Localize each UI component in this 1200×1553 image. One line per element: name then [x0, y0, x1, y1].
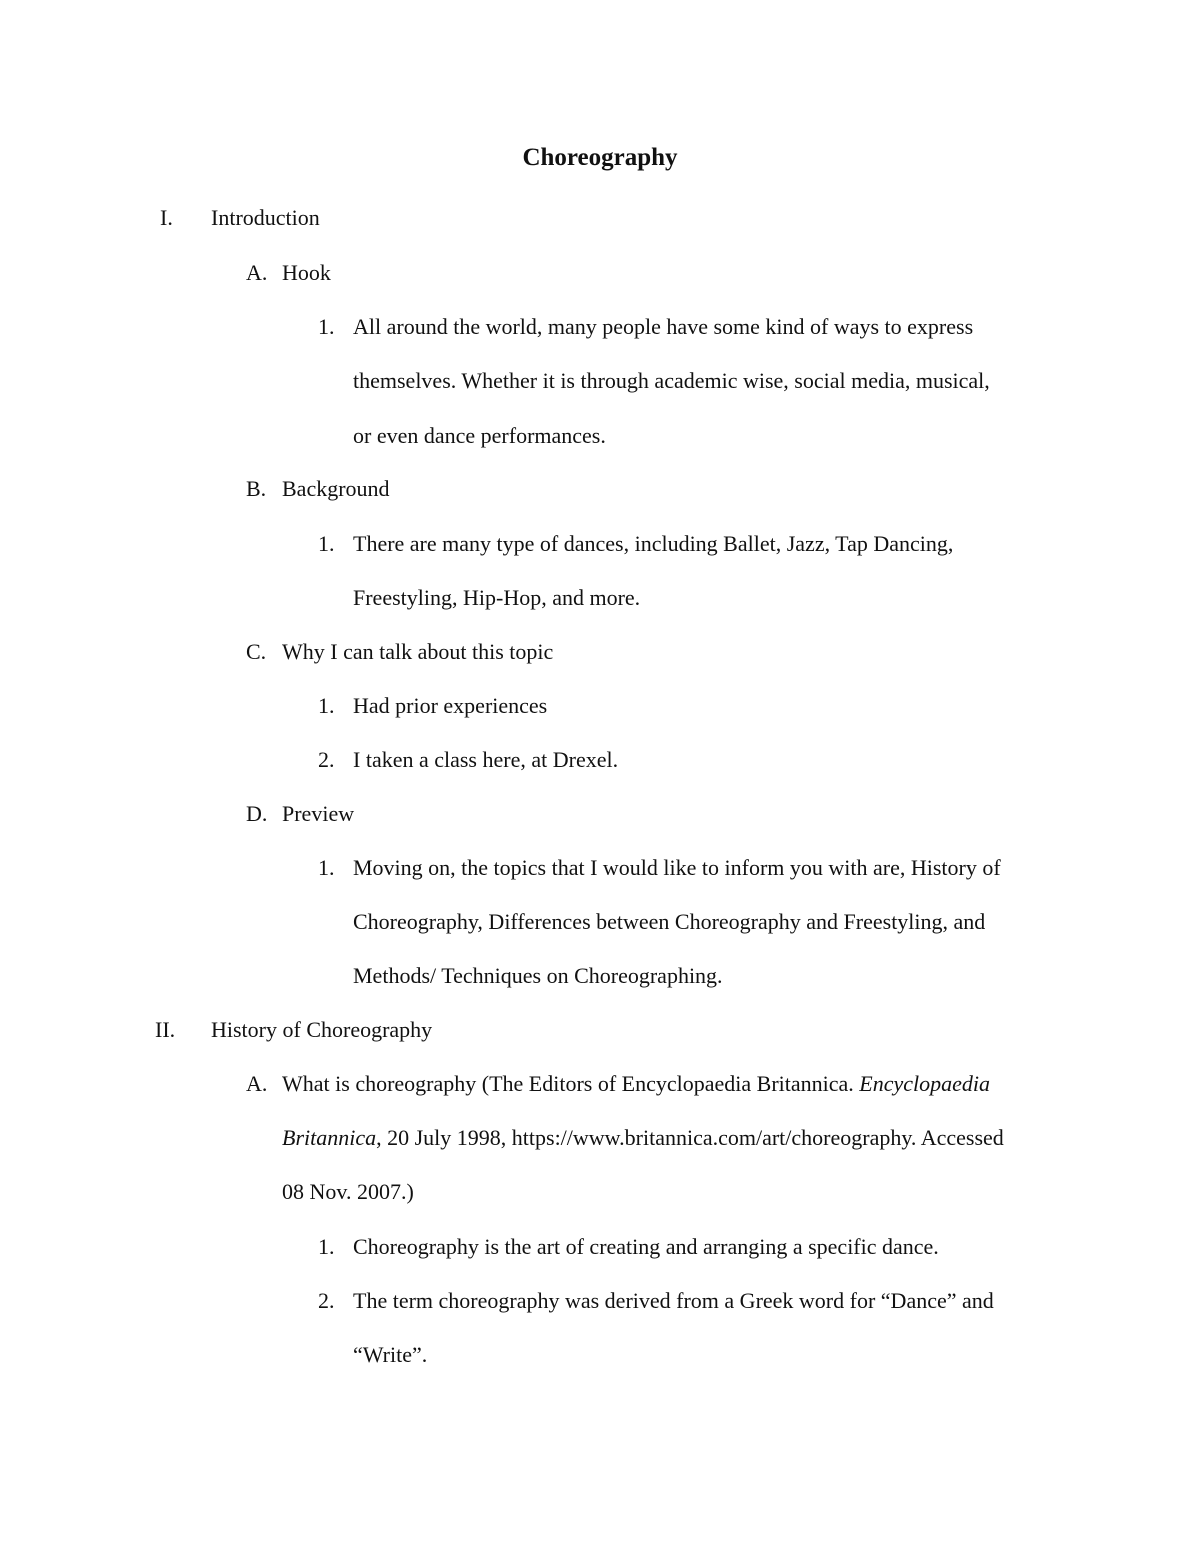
subsection-letter: B. — [246, 476, 267, 501]
item-number: 1. — [318, 855, 335, 880]
item-number: 2. — [318, 1288, 335, 1313]
page-title: Choreography — [522, 144, 678, 171]
item-text-line: Freestyling, Hip-Hop, and more. — [353, 585, 641, 610]
item-text-line: themselves. Whether it is through academic wise, social media, musical, — [353, 368, 990, 393]
subsection-letter: C. — [246, 639, 267, 664]
item-text-line: Moving on, the topics that I would like to inform you with are, History of — [353, 855, 1001, 880]
item-text-line: All around the world, many people have some kind of ways to express — [353, 314, 974, 339]
section-heading: Introduction — [211, 205, 320, 230]
item-text-line: “Write”. — [353, 1342, 428, 1367]
section-heading: History of Choreography — [211, 1017, 433, 1042]
item-number: 2. — [318, 747, 335, 772]
heading-text: What is choreography (The Editors of Encyclopaedia Britannica. — [282, 1071, 860, 1096]
subsection-heading-line — [282, 1069, 990, 1099]
subsection-heading: Background — [282, 476, 390, 501]
item-number: 1. — [318, 314, 335, 339]
item-text-line: Choreography, Differences between Choreography and Freestyling, and — [353, 909, 986, 934]
item-text-line: Methods/ Techniques on Choreographing. — [353, 963, 723, 988]
citation-title: Britannica — [282, 1125, 377, 1150]
item-text-line: The term choreography was derived from a Greek word for “Dance” and — [353, 1288, 994, 1313]
item-text-line: There are many type of dances, including Ballet, Jazz, Tap Dancing, — [353, 531, 954, 556]
item-text-line: Had prior experiences — [353, 693, 548, 718]
item-text-line: I taken a class here, at Drexel. — [353, 747, 619, 772]
subsection-heading-line — [282, 1123, 1004, 1153]
subsection-heading: Why I can talk about this topic — [282, 639, 554, 664]
item-text-line: Choreography is the art of creating and arranging a specific dance. — [353, 1234, 939, 1259]
item-number: 1. — [318, 693, 335, 718]
item-number: 1. — [318, 1234, 335, 1259]
item-text-line: or even dance performances. — [353, 423, 606, 448]
subsection-heading: Preview — [282, 801, 355, 826]
item-number: 1. — [318, 531, 335, 556]
subsection-letter: D. — [246, 801, 268, 826]
citation-details: , 20 July 1998, https://www.britannica.com/art/choreography. Accessed — [376, 1125, 1004, 1150]
subsection-letter: A. — [246, 260, 268, 285]
section-numeral: I. — [160, 205, 173, 230]
citation-title: Encyclopaedia — [859, 1071, 991, 1096]
subsection-letter: A. — [246, 1071, 268, 1096]
section-numeral: II. — [155, 1017, 176, 1042]
subsection-heading: Hook — [282, 260, 331, 285]
subsection-heading-line: 08 Nov. 2007.) — [282, 1179, 414, 1204]
